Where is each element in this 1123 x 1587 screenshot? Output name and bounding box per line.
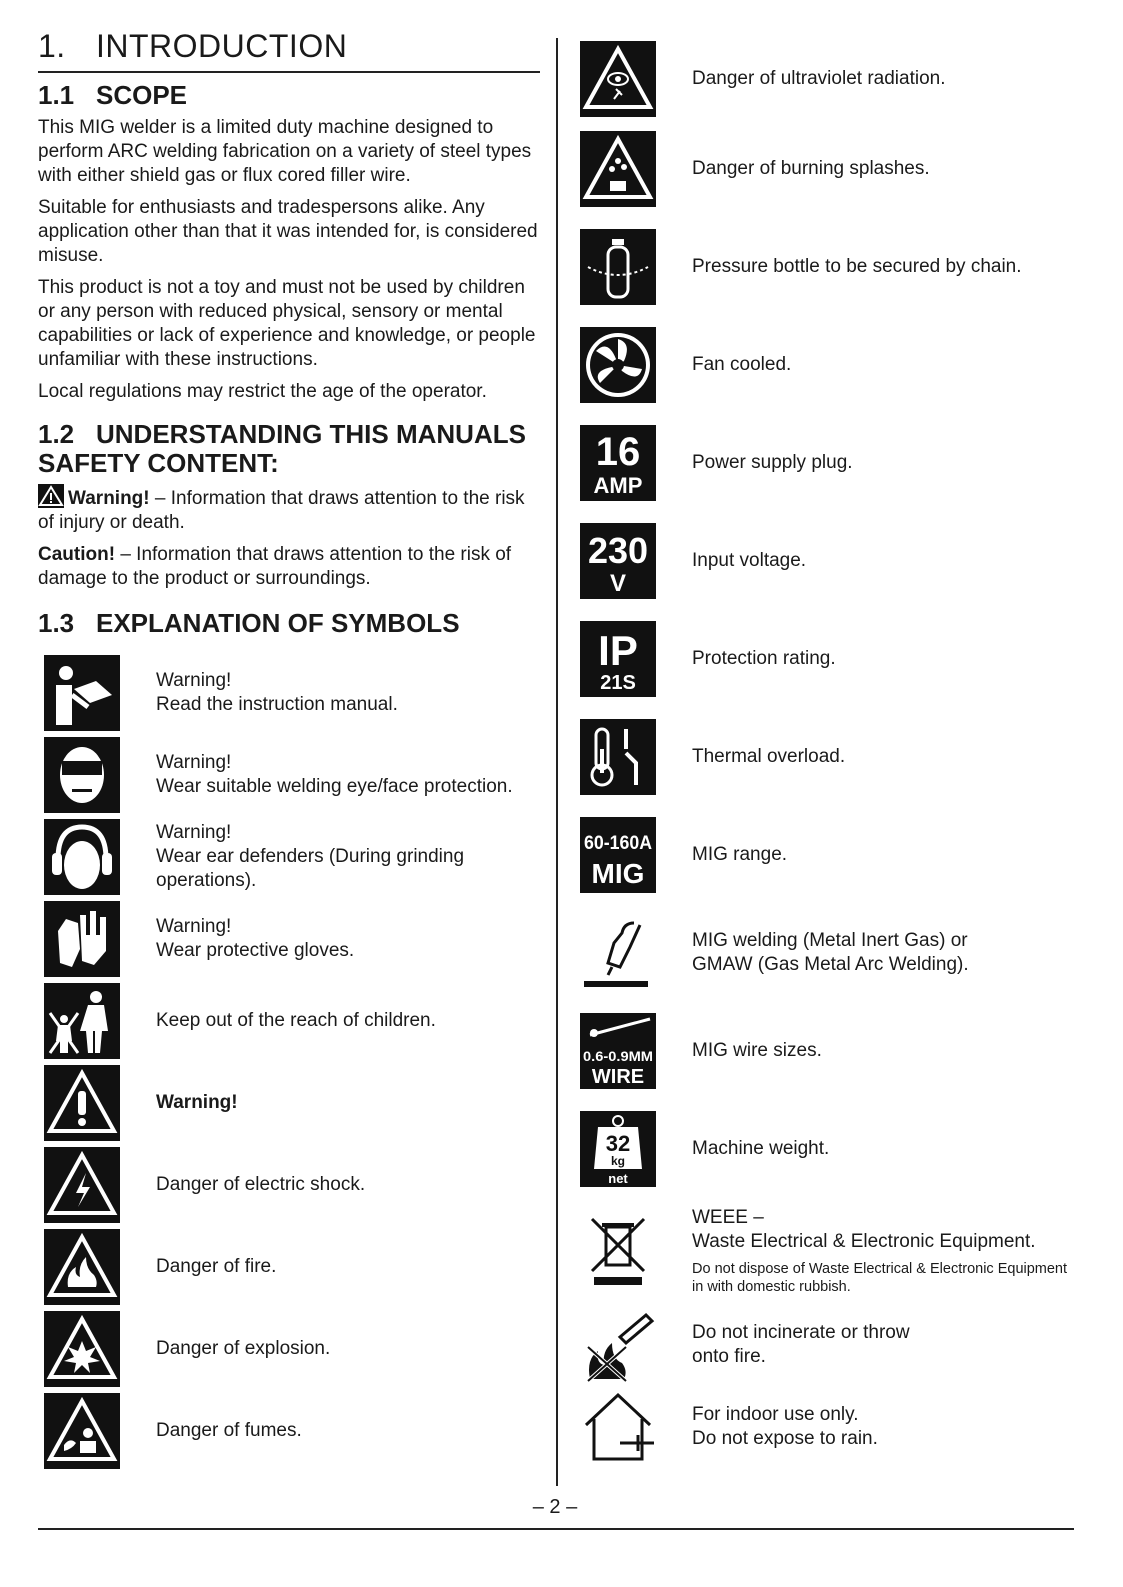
wire-size-icon bbox=[580, 1013, 656, 1089]
list-item: MIG welding (Metal Inert Gas) or GMAW (Gas Metal Arc Welding). bbox=[580, 904, 1080, 1002]
list-item: For indoor use only. Do not expose to rain. bbox=[580, 1386, 1080, 1468]
page-number: – 2 – bbox=[532, 1496, 578, 1518]
section-heading: 1. INTRODUCTION bbox=[38, 28, 540, 73]
list-item: Thermal overload. bbox=[580, 708, 1080, 806]
list-item: 32 kg net Machine weight. bbox=[580, 1100, 1080, 1198]
left-symbol-list bbox=[38, 652, 540, 1472]
svg-text:net: net bbox=[608, 1171, 628, 1186]
warning-definition: Warning! – Information that draws attention to the risk of injury or death. bbox=[38, 484, 540, 535]
list-item: Warning! bbox=[38, 1062, 540, 1144]
weight-icon bbox=[580, 1111, 656, 1187]
list-item: Pressure bottle to be secured by chain. bbox=[580, 218, 1080, 316]
column-divider bbox=[556, 38, 558, 1486]
svg-text:IP: IP bbox=[598, 627, 638, 674]
list-item: 230 V Input voltage. bbox=[580, 512, 1080, 610]
indoor-use-icon bbox=[580, 1389, 656, 1465]
list-item: IP 21S Protection rating. bbox=[580, 610, 1080, 708]
burning-splashes-icon bbox=[580, 131, 656, 207]
gas-bottle-chain-icon bbox=[580, 229, 656, 305]
left-column bbox=[38, 28, 540, 1472]
right-column bbox=[580, 38, 1080, 1468]
svg-text:MIG: MIG bbox=[591, 858, 645, 889]
svg-text:230: 230 bbox=[587, 530, 649, 571]
list-item: Danger of electric shock. bbox=[38, 1144, 540, 1226]
ear-defenders-icon bbox=[44, 819, 120, 895]
list-item: Warning! Wear ear defenders (During grinding operations). bbox=[38, 816, 540, 898]
list-item: Fan cooled. bbox=[580, 316, 1080, 414]
list-item: 60-160A MIG MIG range. bbox=[580, 806, 1080, 904]
fire-icon bbox=[44, 1229, 120, 1305]
read-manual-icon bbox=[44, 655, 120, 731]
ultraviolet-icon bbox=[580, 41, 656, 117]
understanding-heading: 1.2 UNDERSTANDING THIS MANUALS SAFETY CONTENT: bbox=[38, 419, 526, 478]
svg-text:16: 16 bbox=[595, 430, 641, 474]
scope-paragraph: This MIG welder is a limited duty machine designed to perform ARC welding fabrication on a variety of steel types with either shield gas or flux cored filler wire. bbox=[38, 117, 532, 186]
svg-text:0.6-0.9MM: 0.6-0.9MM bbox=[583, 1048, 653, 1064]
symbols-heading: 1.3 EXPLANATION OF SYMBOLS bbox=[38, 608, 460, 638]
thermal-overload-icon bbox=[580, 719, 656, 795]
list-item: Keep out of the reach of children. bbox=[38, 980, 540, 1062]
scope-paragraph: Local regulations may restrict the age of the operator. bbox=[38, 381, 487, 402]
svg-text:V: V bbox=[609, 570, 627, 597]
fumes-icon bbox=[44, 1393, 120, 1469]
svg-text:32: 32 bbox=[605, 1131, 631, 1156]
electric-shock-icon bbox=[44, 1147, 120, 1223]
list-item: Danger of burning splashes. bbox=[580, 120, 1080, 218]
svg-text:kg: kg bbox=[610, 1154, 626, 1168]
scope-heading: 1.1 SCOPE bbox=[38, 80, 188, 110]
no-incinerate-icon bbox=[580, 1307, 656, 1383]
plug-16amp-icon bbox=[580, 425, 656, 501]
list-item: Danger of explosion. bbox=[38, 1308, 540, 1390]
mig-range-icon bbox=[580, 817, 656, 893]
mig-torch-icon bbox=[580, 915, 656, 991]
list-item: Danger of fumes. bbox=[38, 1390, 540, 1472]
warning-mini-icon bbox=[38, 484, 64, 508]
footer-rule bbox=[38, 1528, 1074, 1530]
svg-text:WIRE: WIRE bbox=[591, 1066, 645, 1088]
list-item: WEEE – Waste Electrical & Electronic Equipment. Do not dispose of Waste Electrical & Electronic Equipment in with domestic rubbish. bbox=[580, 1198, 1080, 1304]
scope-paragraph: This product is not a toy and must not be used by children or any person with reduced physical, sensory or mental capabilities or lack of experience and knowledge, or people unfamiliar with these instructions. bbox=[38, 277, 536, 370]
list-item: Do not incinerate or throw onto fire. bbox=[580, 1304, 1080, 1386]
fan-icon bbox=[580, 327, 656, 403]
gloves-icon bbox=[44, 901, 120, 977]
voltage-230v-icon bbox=[580, 523, 656, 599]
list-item: 16 AMP Power supply plug. bbox=[580, 414, 1080, 512]
list-item: Danger of ultraviolet radiation. bbox=[580, 38, 1080, 120]
list-item: Warning! Wear suitable welding eye/face protection. bbox=[38, 734, 540, 816]
list-item: Warning! Wear protective gloves. bbox=[38, 898, 540, 980]
explosion-icon bbox=[44, 1311, 120, 1387]
keep-children-away-icon bbox=[44, 983, 120, 1059]
svg-text:21S: 21S bbox=[600, 672, 636, 694]
list-item: Warning! Read the instruction manual. bbox=[38, 652, 540, 734]
warning-triangle-icon bbox=[44, 1065, 120, 1141]
weee-bin-icon bbox=[580, 1213, 656, 1289]
face-shield-icon bbox=[44, 737, 120, 813]
list-item: 0.6-0.9MM WIRE MIG wire sizes. bbox=[580, 1002, 1080, 1100]
svg-text:AMP: AMP bbox=[593, 473, 643, 498]
caution-definition: Caution! – Information that draws attention to the risk of damage to the product or surroundings. bbox=[38, 544, 512, 589]
scope-paragraph: Suitable for enthusiasts and tradespersons alike. Any application other than that it was intended for, is considered misuse. bbox=[38, 197, 538, 266]
list-item: Danger of fire. bbox=[38, 1226, 540, 1308]
svg-text:60-160A: 60-160A bbox=[584, 833, 653, 854]
ip21s-icon bbox=[580, 621, 656, 697]
